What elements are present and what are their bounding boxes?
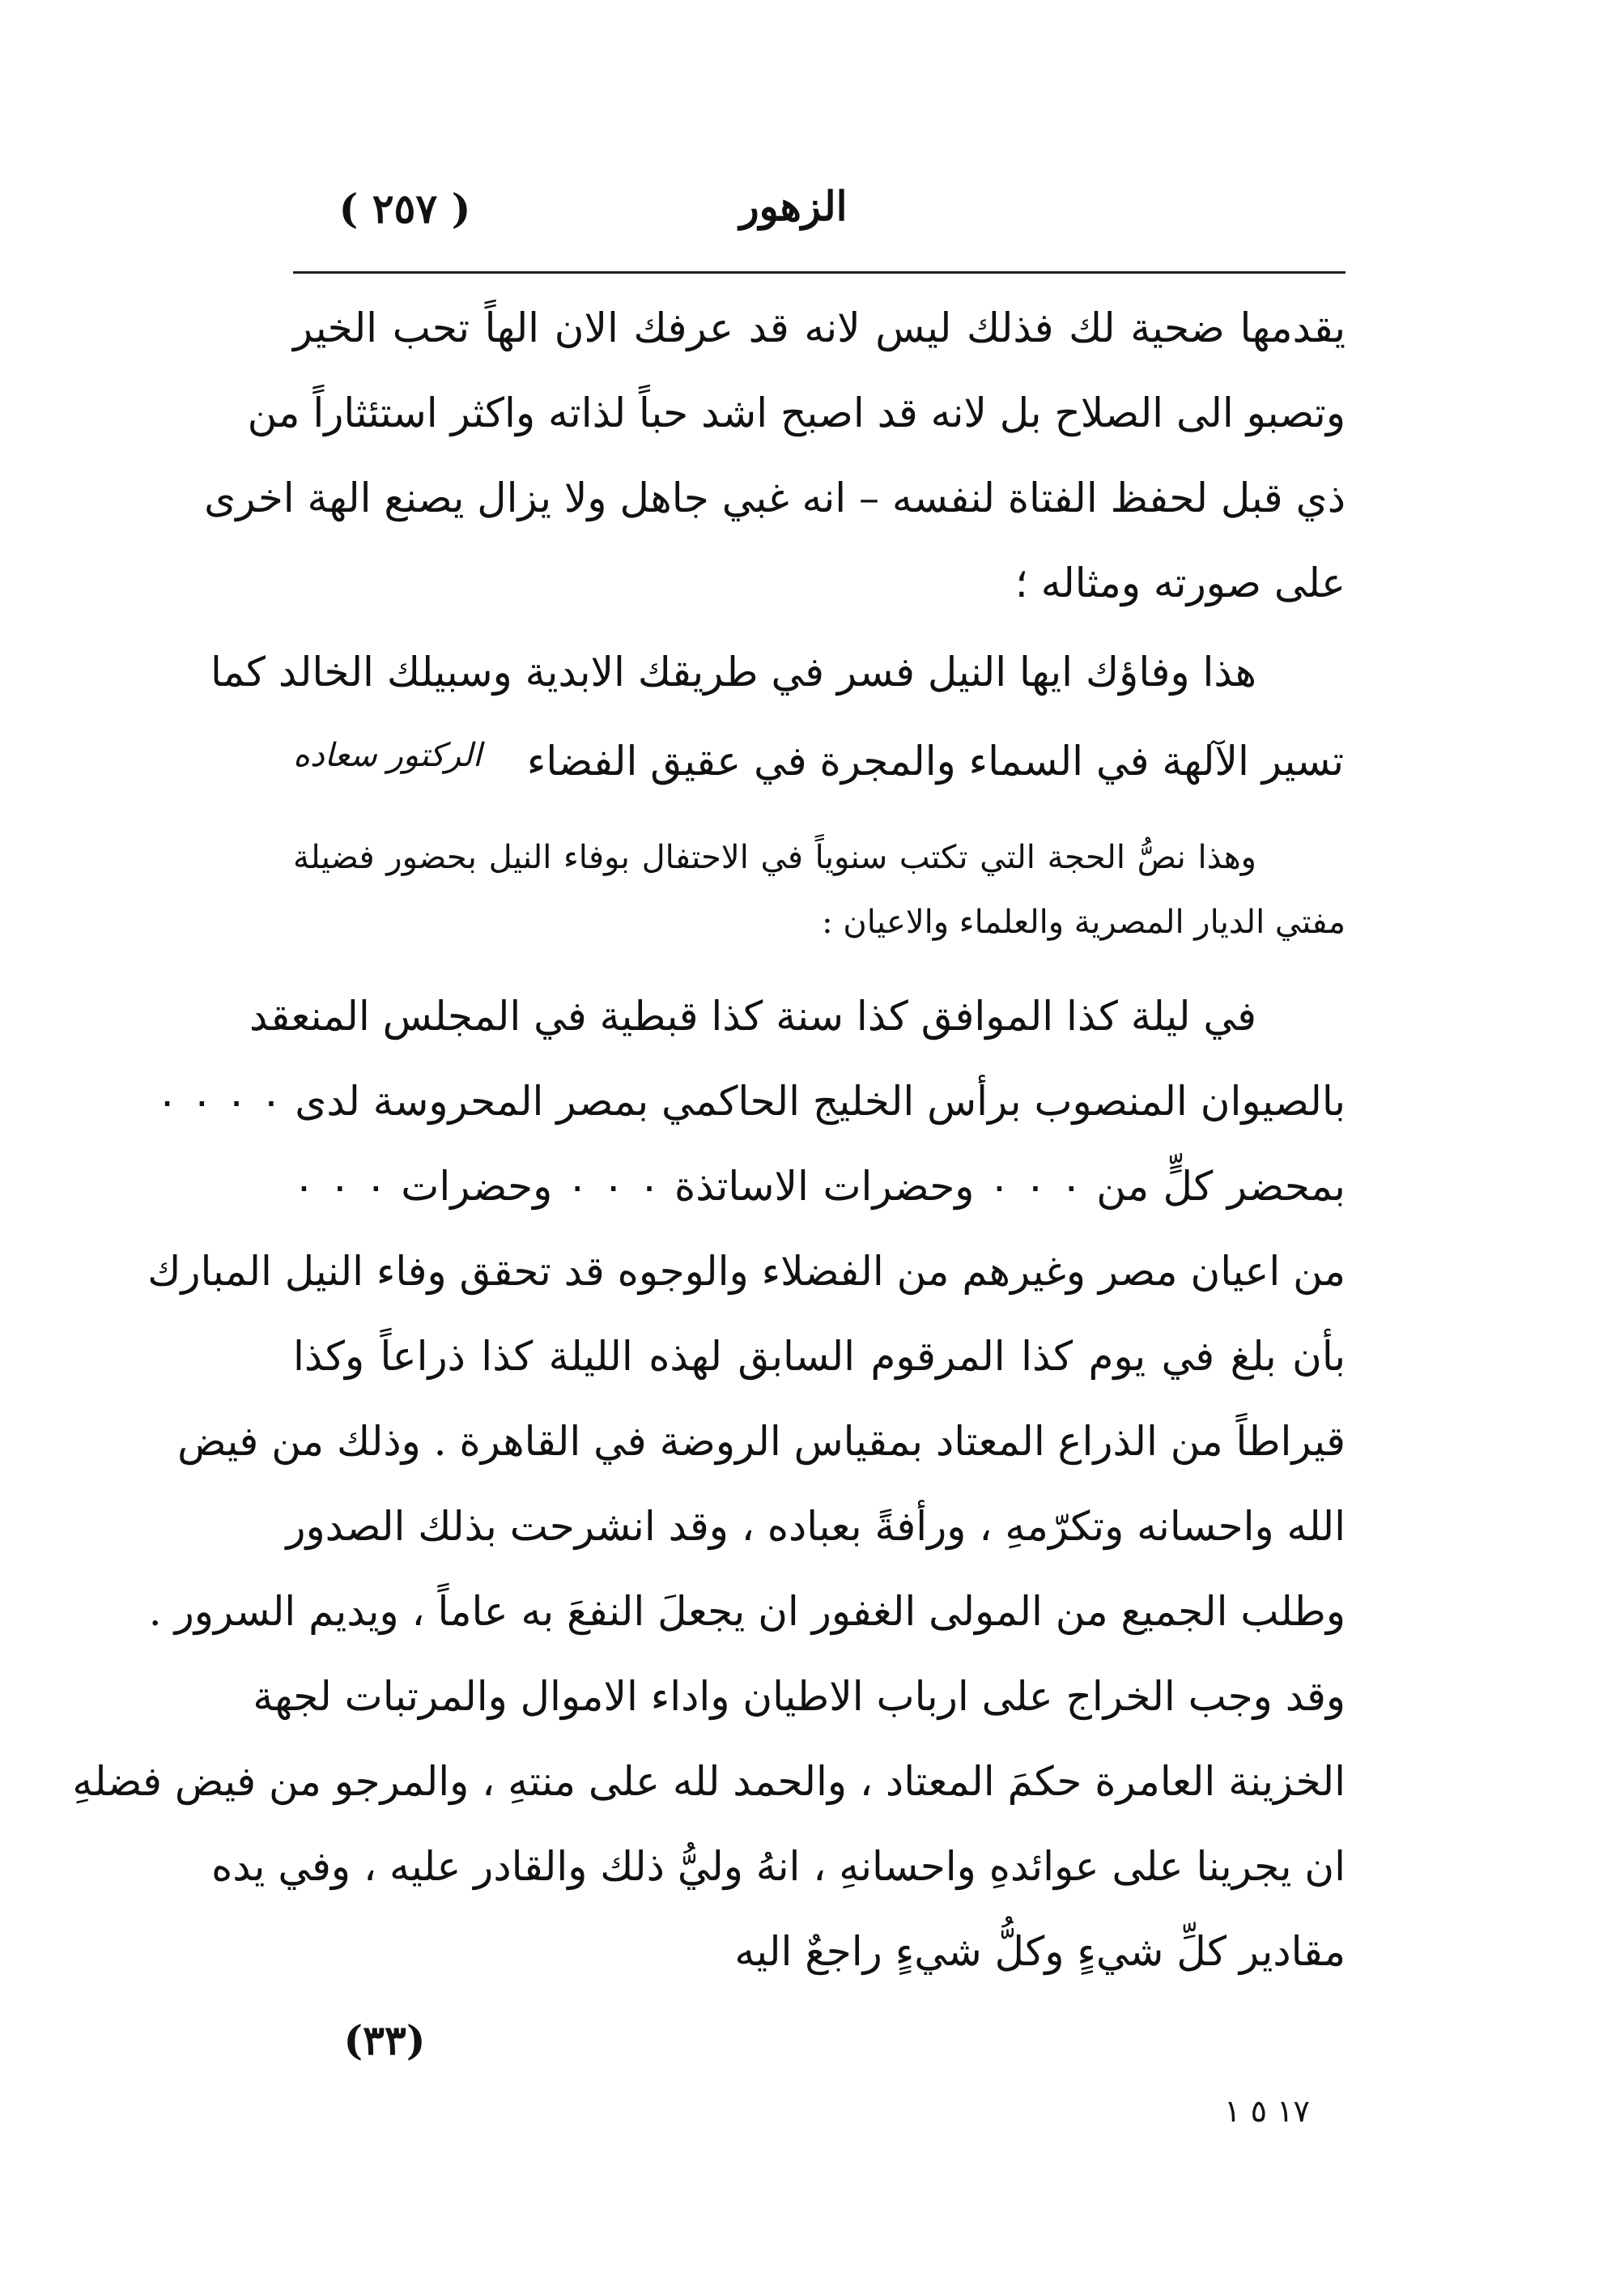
document-line: وطلب الجميع من المولى الغفور ان يجعلَ النفعَ به عاماً ، ويديم السرور . bbox=[148, 1588, 1346, 1635]
document-line: بأن بلغ في يوم كذا المرقوم السابق لهذه الليلة كذا ذراعاً وكذا bbox=[293, 1333, 1346, 1380]
document-line: مقادير كلِّ شيءٍ وكلُّ شيءٍ راجعٌ اليه bbox=[734, 1928, 1346, 1975]
document-line: ان يجرينا على عوائدهِ واحسانهِ ، انهُ وليُّ ذلك والقادر عليه ، وفي يده bbox=[211, 1843, 1346, 1890]
header-rule bbox=[293, 271, 1346, 274]
page-number: ( ٢٥٧ ) bbox=[338, 185, 471, 232]
intro-line: مفتي الديار المصرية والعلماء والاعيان : bbox=[822, 904, 1346, 941]
document-line: قيراطاً من الذراع المعتاد بمقياس الروضة في القاهرة . وذلك من فيض bbox=[177, 1418, 1346, 1465]
text-line: على صورته ومثاله ؛ bbox=[1014, 560, 1346, 606]
text-line: يقدمها ضحية لك فذلك ليس لانه قد عرفك الان الهاً تحب الخير bbox=[293, 304, 1346, 351]
text-line: هذا وفاؤك ايها النيل فسر في طريقك الابدية وسبيلك الخالد كما bbox=[210, 649, 1256, 696]
document-line: الله واحسانه وتكرّمهِ ، ورأفةً بعباده ، وقد انشرحت بذلك الصدور bbox=[286, 1503, 1346, 1550]
document-line: بالصيوان المنصوب برأس الخليج الحاكمي بمصر المحروسة لدى ٠ ٠ ٠ ٠ bbox=[156, 1078, 1346, 1125]
text-line: ذي قبل لحفظ الفتاة لنفسه – انه غبي جاهل ولا يزال يصنع الهة اخرى bbox=[204, 475, 1346, 521]
document-line: بمحضر كلٍّ من ٠ ٠ ٠ وحضرات الاساتذة ٠ ٠ ٠ وحضرات ٠ ٠ ٠ bbox=[293, 1163, 1346, 1210]
text-line: وتصبو الى الصلاح بل لانه قد اصبح اشد حباً لذاته واكثر استئثاراً من bbox=[247, 389, 1346, 436]
signature-number: (٣٣) bbox=[343, 2016, 426, 2064]
running-title: الزهور bbox=[739, 182, 848, 230]
author-signature: الركتور سعاده bbox=[293, 737, 482, 774]
print-mark: ١٧ ‏‏٥ ١ bbox=[1224, 2093, 1310, 2129]
document-line: في ليلة كذا الموافق كذا سنة كذا قبطية في المجلس المنعقد bbox=[249, 993, 1256, 1040]
document-line: من اعيان مصر وغيرهم من الفضلاء والوجوه قد تحقق وفاء النيل المبارك bbox=[147, 1248, 1346, 1295]
document-line: الخزينة العامرة حكمَ المعتاد ، والحمد لله على منتهِ ، والمرجو من فيض فضلهِ bbox=[72, 1758, 1346, 1805]
text-line: تسير الآلهة في السماء والمجرة في عقيق الفضاء bbox=[526, 738, 1344, 785]
intro-line: وهذا نصُّ الحجة التي تكتب سنوياً في الاحتفال بوفاء النيل بحضور فضيلة bbox=[293, 839, 1256, 876]
document-line: وقد وجب الخراج على ارباب الاطيان واداء الاموال والمرتبات لجهة bbox=[253, 1673, 1346, 1720]
